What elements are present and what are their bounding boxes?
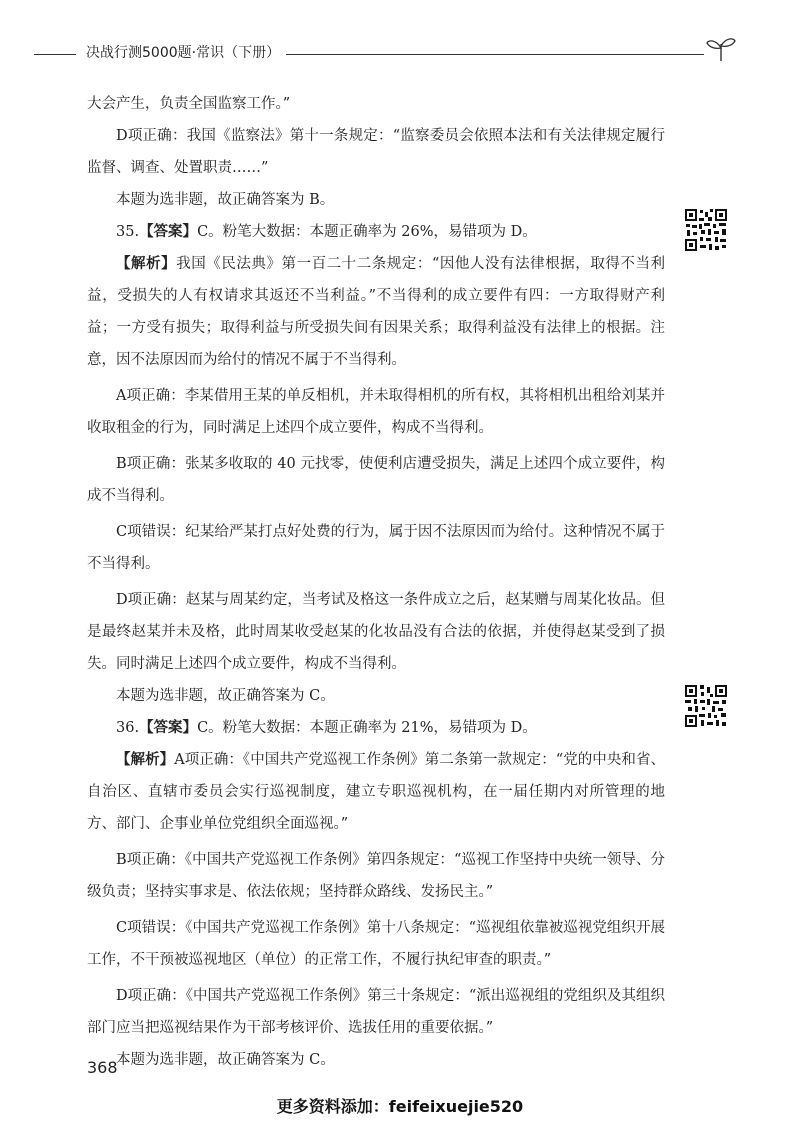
sprout-icon (704, 36, 738, 62)
running-header (0, 38, 800, 78)
paragraph-9: D项正确：赵某与周某约定，当考试及格这一条件成立之后，赵某赠与周某化妆品。但是最终赵某并未及格，此时周某收受赵某的化妆品没有合法的依据，并使得赵某受到了损失。同时满足上述四个成立要件，构成不当得利。 (87, 592, 665, 672)
qr-code-icon[interactable] (684, 684, 728, 728)
page-body (87, 88, 665, 1076)
paragraph-16: 本题为选非题，故正确答案为 C。 (116, 1052, 335, 1068)
analysis-tag: 【解析】 (116, 255, 177, 272)
analysis-text: A项正确：《中国共产党巡视工作条例》第二条第一款规定：“党的中央和省、自治区、直辖市委员会实行巡视制度，建立专职巡视机构，在一届任期内对所管理的地方、部门、企事业单位党组织全面巡视。” (87, 752, 665, 832)
paragraph-2: D项正确：我国《监察法》第十一条规定：“监察委员会依照本法和有关法律规定履行监督、调查、处置职责……” (87, 128, 665, 176)
answer-text: C。粉笔大数据：本题正确率为 26%，易错项为 D。 (197, 224, 537, 240)
analysis-35 (87, 248, 665, 376)
paragraph-14: C项错误：《中国共产党巡视工作条例》第十八条规定：“巡视组依靠被巡视党组织开展工作，不干预被巡视地区（单位）的正常工作，不履行执纪审查的职责。” (87, 920, 665, 968)
answer-tag: 【答案】 (139, 223, 198, 240)
book-title: 决战行测5000题·常识（下册） (86, 45, 281, 61)
page-number: 368 (87, 1058, 118, 1077)
qr-code-icon[interactable] (684, 208, 728, 252)
answer-text: C。粉笔大数据：本题正确率为 21%，易错项为 D。 (197, 720, 537, 736)
paragraph-15: D项正确：《中国共产党巡视工作条例》第三十条规定：“派出巡视组的党组织及其组织部门应当把巡视结果作为干部考核评价、选拔任用的重要依据。” (87, 988, 665, 1036)
answer-tag: 【答案】 (139, 719, 198, 736)
question-number: 36. (116, 720, 140, 736)
analysis-tag: 【解析】 (116, 751, 175, 768)
paragraph-6: A项正确：李某借用王某的单反相机，并未取得相机的所有权，其将相机出租给刘某并收取租金的行为，同时满足上述四个成立要件，构成不当得利。 (87, 388, 665, 436)
analysis-36 (87, 744, 665, 840)
paragraph-10: 本题为选非题，故正确答案为 C。 (116, 688, 335, 704)
paragraph-3: 本题为选非题，故正确答案为 B。 (116, 192, 335, 208)
analysis-text: 我国《民法典》第一百二十二条规定：“因他人没有法律根据，取得不当利益，受损失的人有权请求其返还不当利益。”不当得利的成立要件有四：一方取得财产利益；一方受有损失；取得利益与所受损失间有因果关系；取得利益没有法律上的根据。注意，因不法原因而为给付的情况不属于不当得利。 (87, 256, 666, 368)
paragraph-13: B项正确：《中国共产党巡视工作条例》第四条规定：“巡视工作坚持中央统一领导、分级负责；坚持实事求是、依法依规；坚持群众路线、发扬民主。” (87, 852, 665, 900)
header-rule-right (286, 54, 704, 55)
answer-35 (87, 216, 665, 248)
watermark-footer: 更多资料添加：feifeixuejie520 (276, 1097, 524, 1116)
paragraph-1: 大会产生，负责全国监察工作。” (87, 96, 291, 112)
answer-36 (87, 712, 665, 744)
paragraph-7: B项正确：张某多收取的 40 元找零，使便利店遭受损失，满足上述四个成立要件，构成不当得利。 (87, 456, 665, 504)
paragraph-8: C项错误：纪某给严某打点好处费的行为，属于因不法原因而为给付。这种情况不属于不当得利。 (87, 524, 665, 572)
question-number: 35. (116, 224, 140, 240)
header-rule-left (34, 54, 76, 55)
